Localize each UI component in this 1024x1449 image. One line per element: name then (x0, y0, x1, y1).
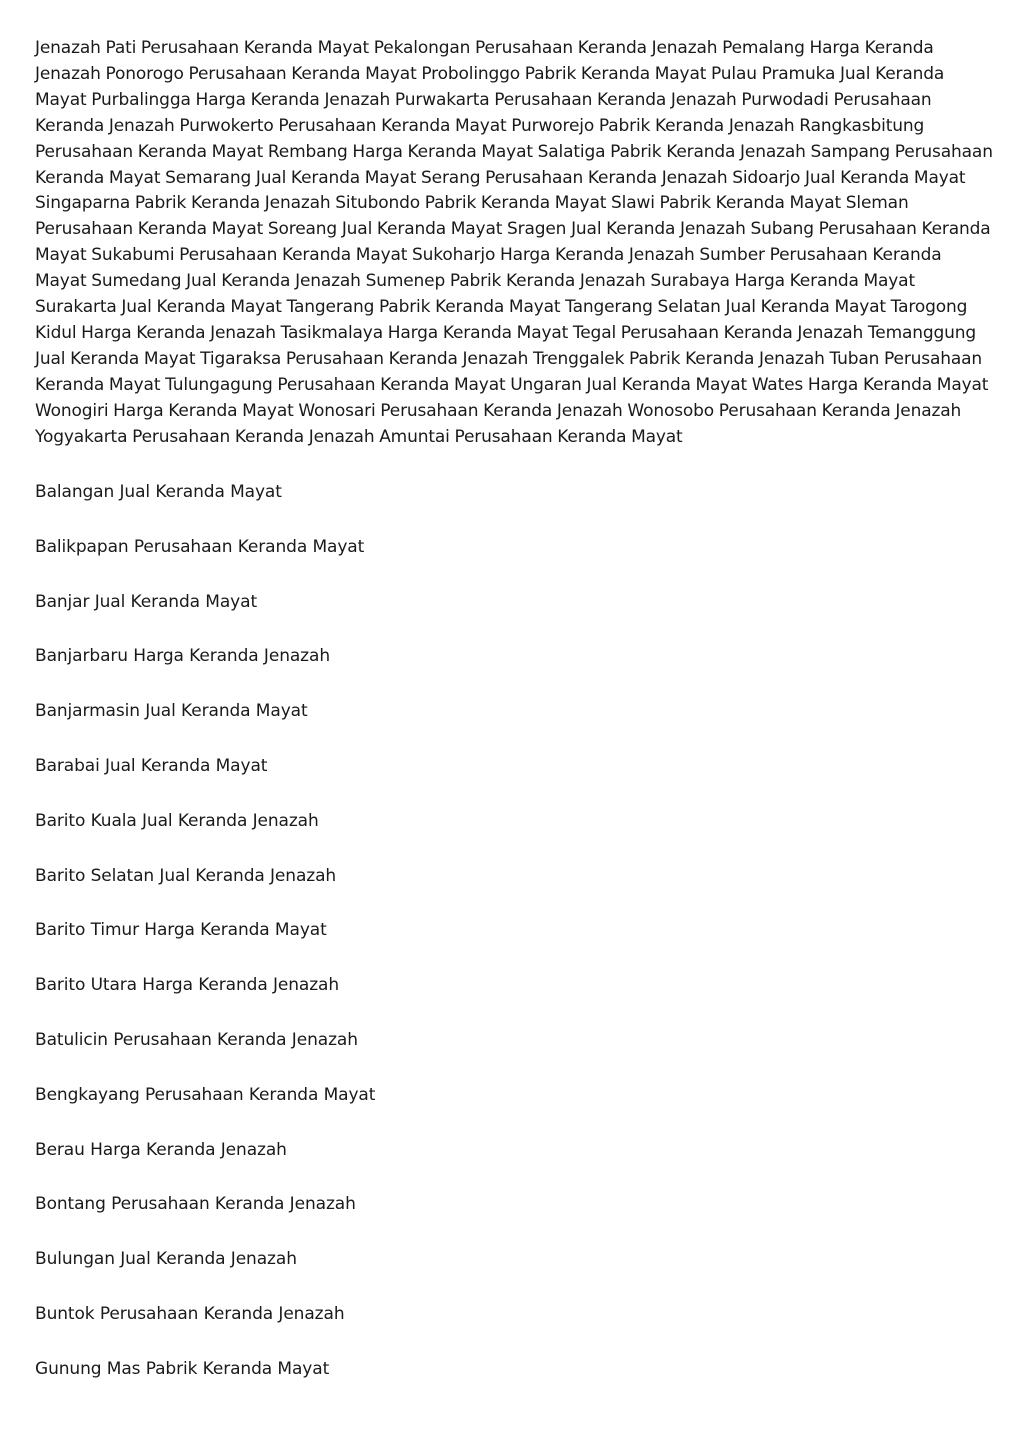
entry-list (35, 481, 375, 1413)
intro-paragraph: Jenazah Pati Perusahaan Keranda Mayat Pekalongan Perusahaan Keranda Jenazah Pemalang Harga Keranda Jenazah Ponorogo Perusahaan Keranda Mayat Probolinggo Pabrik Keranda Mayat Pulau Pramuka Jual Keranda Mayat Purbalingga Harga Keranda Jenazah Purwakarta Perusahaan Keranda Jenazah Purwodadi Perusahaan Keranda Jenazah Purwokerto Perusahaan Keranda Mayat Purworejo Pabrik Keranda Jenazah Rangkasbitung Perusahaan Keranda Mayat Rembang Harga Keranda Mayat Salatiga Pabrik Keranda Jenazah Sampang Perusahaan Keranda Mayat Semarang Jual Keranda Mayat Serang Perusahaan Keranda Jenazah Sidoarjo Jual Keranda Mayat Singaparna Pabrik Keranda Jenazah Situbondo Pabrik Keranda Mayat Slawi Pabrik Keranda Mayat Sleman Perusahaan Keranda Mayat Soreang Jual Keranda Mayat Sragen Jual Keranda Jenazah Subang Perusahaan Keranda Mayat Sukabumi Perusahaan Keranda Mayat Sukoharjo Harga Keranda Jenazah Sumber Perusahaan Keranda Mayat Sumedang Jual Keranda Jenazah Sumenep Pabrik Keranda Jenazah Surabaya Harga Keranda Mayat Surakarta Jual Keranda Mayat Tangerang Pabrik Keranda Mayat Tangerang Selatan Jual Keranda Mayat Tarogong Kidul Harga Keranda Jenazah Tasikmalaya Harga Keranda Mayat Tegal Perusahaan Keranda Jenazah Temanggung Jual Keranda Mayat Tigaraksa Perusahaan Keranda Jenazah Trenggalek Pabrik Keranda Jenazah Tuban Perusahaan Keranda Mayat Tulungagung Perusahaan Keranda Mayat Ungaran Jual Keranda Mayat Wates Harga Keranda Mayat Wonogiri Harga Keranda Mayat Wonosari Perusahaan Keranda Jenazah Wonosobo Perusahaan Keranda Jenazah Yogyakarta Perusahaan Keranda Jenazah Amuntai Perusahaan Keranda Mayat (35, 38, 993, 447)
list-item: Barito Selatan Jual Keranda Jenazah (35, 865, 337, 886)
list-item: Barabai Jual Keranda Mayat (35, 755, 268, 776)
document-page (35, 36, 995, 1379)
list-item: Balangan Jual Keranda Mayat (35, 482, 282, 502)
list-item: Batulicin Perusahaan Keranda Jenazah (35, 1029, 358, 1050)
list-item: Bulungan Jual Keranda Jenazah (35, 1249, 297, 1270)
list-item: Bontang Perusahaan Keranda Jenazah (35, 1194, 356, 1215)
list-item: Barito Timur Harga Keranda Mayat (35, 920, 327, 941)
list-item: Bengkayang Perusahaan Keranda Mayat (35, 1084, 376, 1105)
list-item: Banjar Jual Keranda Mayat (35, 591, 258, 612)
list-item: Balikpapan Perusahaan Keranda Mayat (35, 536, 365, 557)
list-item: Gunung Mas Pabrik Keranda Mayat (35, 1358, 330, 1379)
list-item: Barito Utara Harga Keranda Jenazah (35, 975, 340, 996)
list-item: Berau Harga Keranda Jenazah (35, 1139, 287, 1160)
list-item: Banjarbaru Harga Keranda Jenazah (35, 646, 330, 667)
list-item: Barito Kuala Jual Keranda Jenazah (35, 810, 319, 831)
list-item: Buntok Perusahaan Keranda Jenazah (35, 1303, 345, 1324)
list-item: Banjarmasin Jual Keranda Mayat (35, 701, 308, 722)
